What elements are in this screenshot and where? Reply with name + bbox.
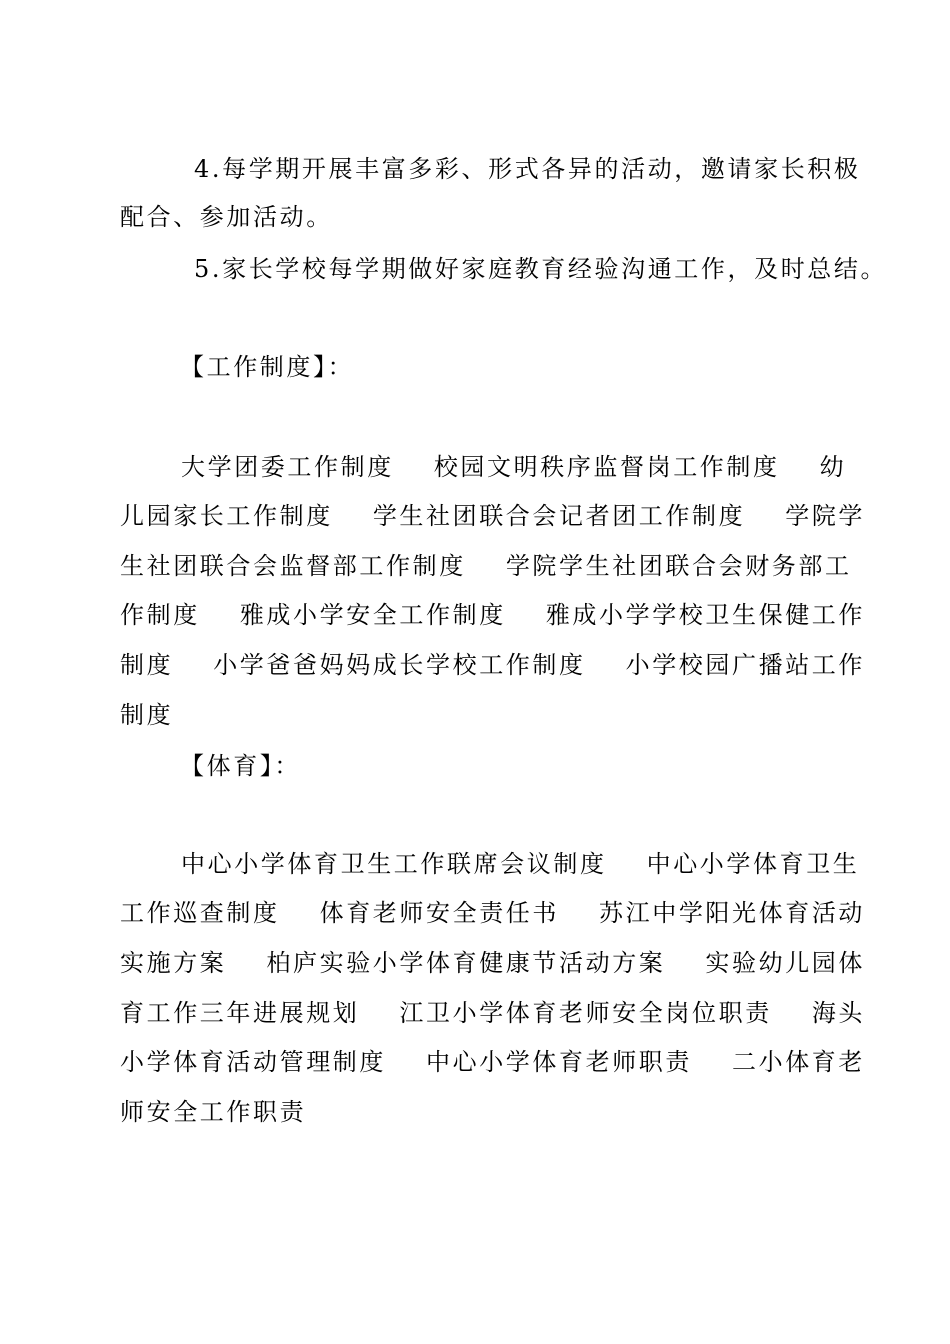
pe-item: 中心小学体育卫生工作联席会议制度 [181,850,607,878]
work-item: 学生社团联合会记者团工作制度 [372,502,746,530]
work-line-5 [120,650,866,680]
work-item: 儿园家长工作制度 [120,502,333,530]
work-line-2 [120,501,866,531]
work-line-6 [120,700,850,730]
work-item: 制度 [120,651,174,679]
pe-item: 柏庐实验小学体育健康节活动方案 [266,949,666,977]
list-item-4-line-2: 配合、参加活动。 [120,203,333,231]
work-item: 作制度 [120,601,200,629]
pe-line-4 [120,998,866,1028]
pe-item: 苏江中学阳光体育活动 [599,899,866,927]
pe-item: 海头 [811,999,866,1027]
work-line-3 [120,551,850,581]
work-item: 学院学 [785,502,866,530]
pe-item: 中心小学体育卫生 [646,850,860,878]
section-heading-pe: 【体育】： [180,752,301,780]
work-item: 学院学生社团联合会财务部工 [505,552,852,580]
pe-item: 体育老师安全责任书 [319,899,560,927]
work-line-4 [120,600,866,630]
work-line-1 [181,452,911,482]
work-item: 大学团委工作制度 [181,453,394,481]
pe-item: 二小体育老 [732,1048,865,1076]
pe-item: 江卫小学体育老师安全岗位职责 [399,999,772,1027]
work-item: 校园文明秩序监督岗工作制度 [433,453,780,481]
pe-item: 中心小学体育老师职责 [426,1048,692,1076]
work-item: 小学爸爸妈妈成长学校工作制度 [213,651,586,679]
pe-item: 实验幼儿园体 [705,949,866,977]
pe-item: 实施方案 [120,949,227,977]
work-item: 幼 [819,453,847,481]
section-heading-work: 【工作制度】： [180,353,355,381]
pe-item: 师安全工作职责 [120,1098,307,1126]
work-item: 小学校园广播站工作 [625,651,866,679]
pe-line-3 [120,948,866,978]
work-item: 雅成小学安全工作制度 [239,601,506,629]
pe-item: 工作巡查制度 [120,899,280,927]
work-item: 制度 [120,701,174,729]
work-item: 生社团联合会监督部工作制度 [120,552,466,580]
pe-line-2 [120,898,866,928]
pe-line-5 [120,1047,865,1077]
work-item: 雅成小学学校卫生保健工作 [545,601,866,629]
pe-item: 育工作三年进展规划 [120,999,360,1027]
list-item-5-line-1: 5.家长学校每学期做好家庭教育经验沟通工作，及时总结。 [194,255,888,283]
pe-line-1 [181,849,911,879]
pe-line-6 [120,1097,850,1127]
list-item-4-line-1: 4.每学期开展丰富多彩、形式各异的活动，邀请家长积极 [194,155,861,183]
pe-item: 小学体育活动管理制度 [120,1048,386,1076]
